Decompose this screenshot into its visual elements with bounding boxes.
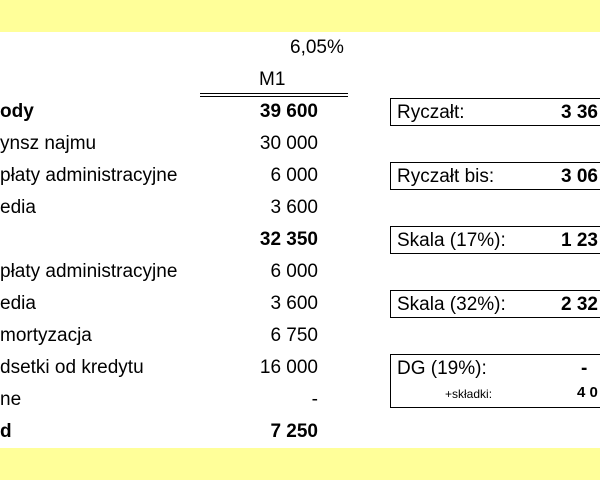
- row-label-result: d: [0, 421, 12, 442]
- skala17-box: [390, 226, 600, 254]
- skala32-value: 2 32: [561, 294, 598, 315]
- row-label-admin-fees: płaty administracyjne: [0, 165, 178, 186]
- highlight-band-bottom: [0, 448, 600, 480]
- row-value-utilities-2: 3 600: [270, 293, 318, 314]
- row-value-depreciation: 6 750: [270, 325, 318, 346]
- ryczalt-bis-label: Ryczałt bis:: [397, 166, 495, 187]
- rate-header: 6,05%: [290, 37, 344, 58]
- dg19-contributions-label: +składki:: [445, 387, 493, 401]
- highlight-band-top: [0, 0, 600, 32]
- row-value-rent: 30 000: [259, 133, 318, 154]
- dg19-box: [390, 354, 600, 408]
- skala32-box: [390, 290, 600, 318]
- row-value-other: -: [311, 389, 318, 410]
- skala17-value: 1 23: [561, 230, 598, 251]
- row-value-loan-interest: 16 000: [259, 357, 318, 378]
- header-underline-bottom: [200, 96, 348, 97]
- ryczalt-bis-box: [390, 162, 600, 190]
- ryczalt-box: [390, 98, 600, 126]
- row-label-utilities-2: edia: [0, 293, 36, 314]
- dg19-contributions-value: 4 0: [577, 384, 598, 401]
- row-label-income: ody: [0, 101, 34, 122]
- row-value-result: 7 250: [270, 421, 318, 442]
- row-value-utilities: 3 600: [270, 197, 318, 218]
- row-label-admin-fees-2: płaty administracyjne: [0, 261, 178, 282]
- row-label-other: ne: [0, 389, 22, 410]
- row-value-admin-fees-2: 6 000: [270, 261, 318, 282]
- row-value-admin-fees: 6 000: [270, 165, 318, 186]
- row-value-income: 39 600: [259, 101, 318, 122]
- skala17-label: Skala (17%):: [397, 230, 506, 251]
- skala32-label: Skala (32%):: [397, 294, 506, 315]
- row-label-rent: ynsz najmu: [0, 133, 97, 154]
- column-header-m1: M1: [259, 69, 286, 90]
- row-label-loan-interest: dsetki od kredytu: [0, 357, 144, 378]
- row-label-depreciation: mortyzacja: [0, 325, 92, 346]
- row-label-utilities: edia: [0, 197, 36, 218]
- ryczalt-value: 3 36: [561, 102, 598, 123]
- dg19-value: -: [581, 358, 588, 379]
- header-underline-top: [200, 93, 348, 94]
- row-value-costs: 32 350: [259, 229, 318, 250]
- dg19-label: DG (19%):: [397, 358, 487, 379]
- ryczalt-bis-value: 3 06: [561, 166, 598, 187]
- ryczalt-label: Ryczałt:: [397, 102, 465, 123]
